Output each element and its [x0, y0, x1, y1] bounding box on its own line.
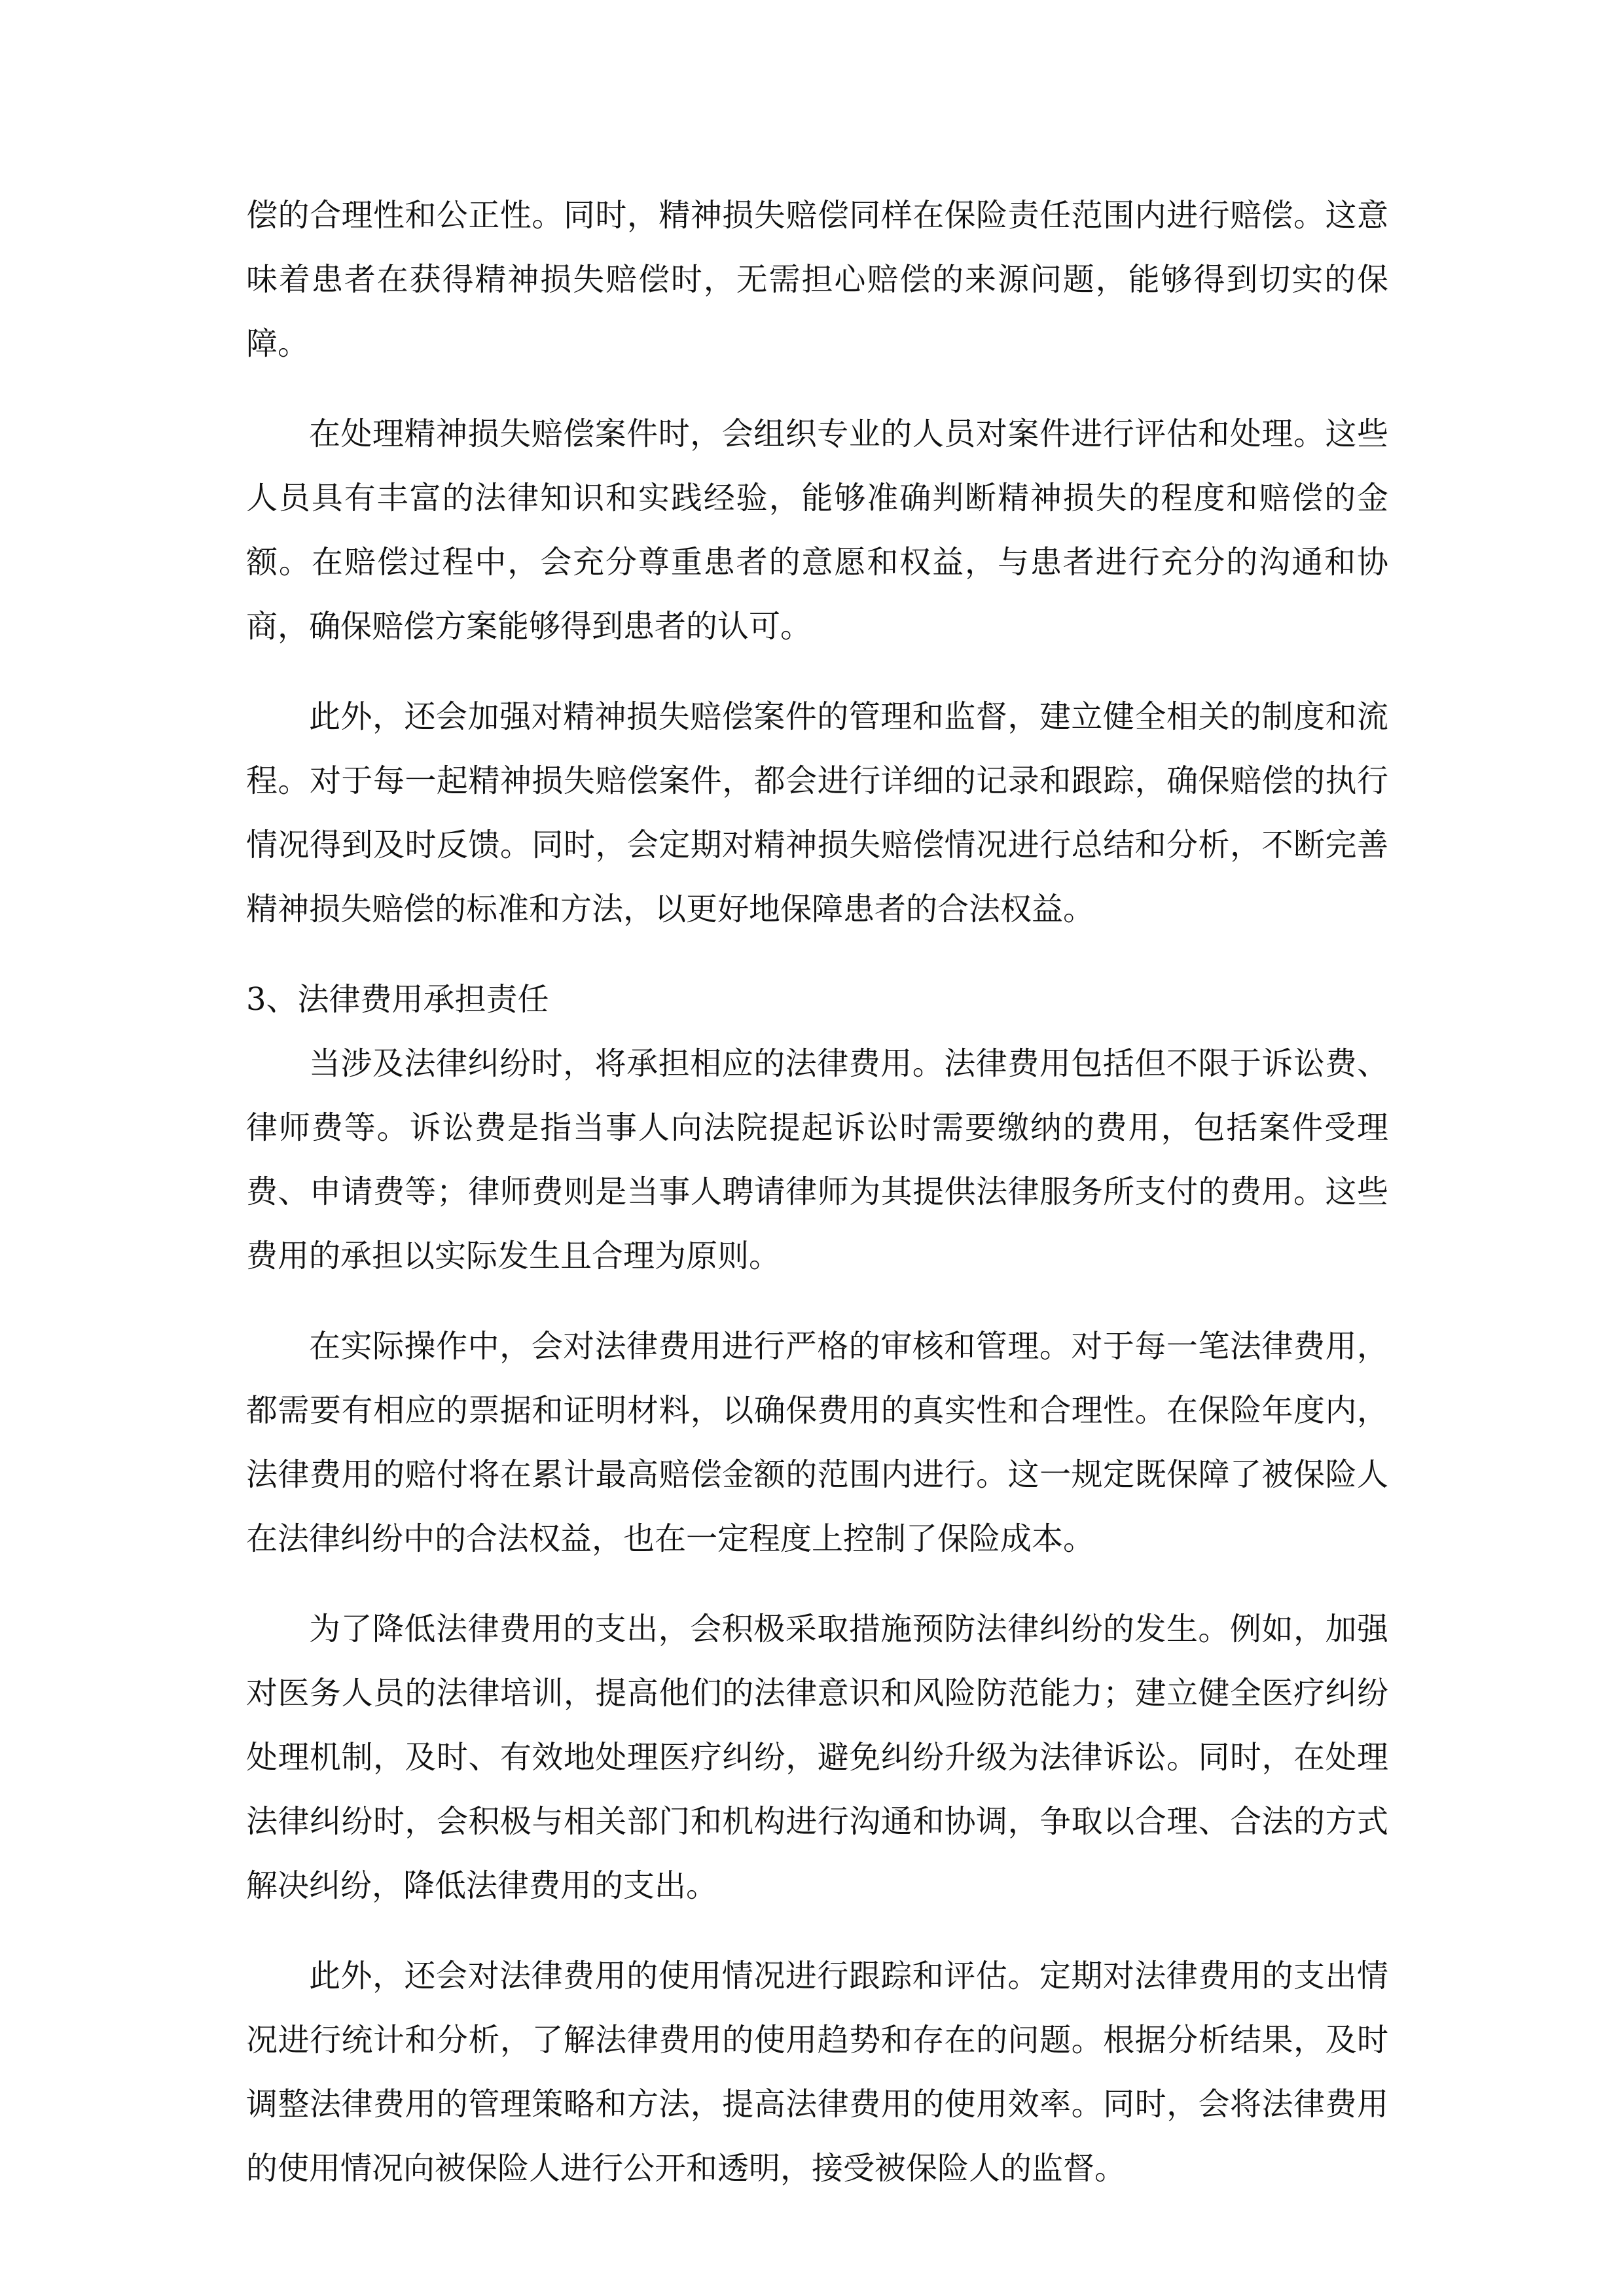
paragraph-assessment: 在处理精神损失赔偿案件时，会组织专业的人员对案件进行评估和处理。这些人员具有丰富的法律知识和实践经验，能够准确判断精神损失的程度和赔偿的金额。在赔偿过程中，会充分尊重患者的意愿和权益，与患者进行充分的沟通和协商，确保赔偿方案能够得到患者的认可。	[246, 416, 1388, 645]
paragraph-prevention: 为了降低法律费用的支出，会积极采取措施预防法律纠纷的发生。例如，加强对医务人员的法律培训，提高他们的法律意识和风险防范能力；建立健全医疗纠纷处理机制，及时、有效地处理医疗纠纷，避免纠纷升级为法律诉讼。同时，在处理法律纠纷时，会积极与相关部门和机构进行沟通和协调，争取以合理、合法的方式解决纠纷，降低法律费用的支出。	[246, 1611, 1388, 1904]
document-body	[246, 183, 1388, 2227]
paragraph-tracking: 此外，还会对法律费用的使用情况进行跟踪和评估。定期对法律费用的支出情况进行统计和分析，了解法律费用的使用趋势和存在的问题。根据分析结果，及时调整法律费用的管理策略和方法，提高法律费用的使用效率。同时，会将法律费用的使用情况向被保险人进行公开和透明，接受被保险人的监督。	[246, 1958, 1388, 2187]
paragraph-management: 此外，还会加强对精神损失赔偿案件的管理和监督，建立健全相关的制度和流程。对于每一起精神损失赔偿案件，都会进行详细的记录和跟踪，确保赔偿的执行情况得到及时反馈。同时，会定期对精神损失赔偿情况进行总结和分析，不断完善精神损失赔偿的标准和方法，以更好地保障患者的合法权益。	[246, 698, 1388, 927]
paragraph-legal-costs: 当涉及法律纠纷时，将承担相应的法律费用。法律费用包括但不限于诉讼费、律师费等。诉讼费是指当事人向法院提起诉讼时需要缴纳的费用，包括案件受理费、申请费等；律师费则是当事人聘请律师为其提供法律服务所支付的费用。这些费用的承担以实际发生且合理为原则。	[246, 1045, 1388, 1274]
paragraph-continued: 偿的合理性和公正性。同时，精神损失赔偿同样在保险责任范围内进行赔偿。这意味着患者在获得精神损失赔偿时，无需担心赔偿的来源问题，能够得到切实的保障。	[246, 197, 1388, 362]
section-heading: 3、法律费用承担责任	[246, 981, 549, 1018]
paragraph-review: 在实际操作中，会对法律费用进行严格的审核和管理。对于每一笔法律费用，都需要有相应的票据和证明材料，以确保费用的真实性和合理性。在保险年度内，法律费用的赔付将在累计最高赔偿金额的范围内进行。这一规定既保障了被保险人在法律纠纷中的合法权益，也在一定程度上控制了保险成本。	[246, 1328, 1388, 1557]
